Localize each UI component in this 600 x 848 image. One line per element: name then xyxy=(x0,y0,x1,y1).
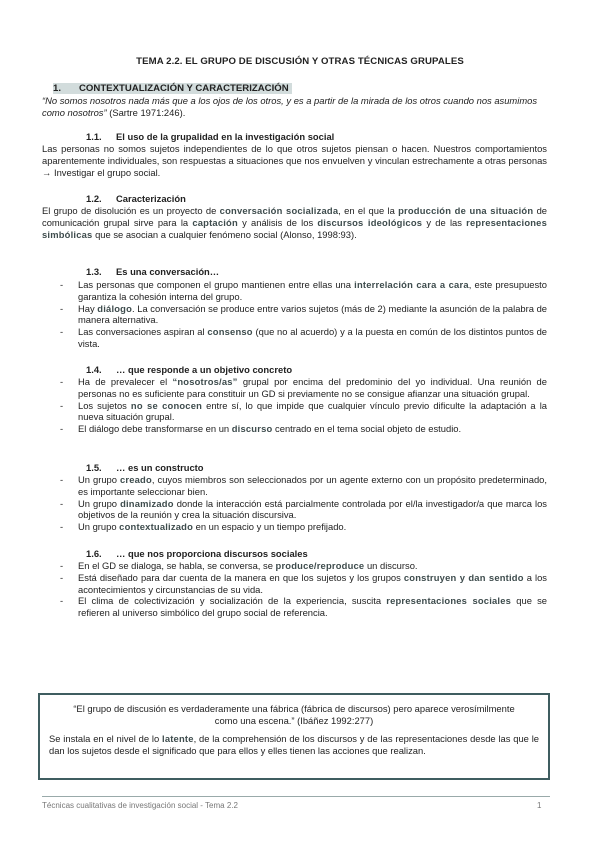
subheading-label: … que responde a un objetivo concreto xyxy=(116,364,293,375)
text-run: Un grupo xyxy=(78,474,120,485)
bold-term: representaciones simbólicas xyxy=(42,217,547,241)
box-paragraph xyxy=(49,733,539,757)
text-run: centrado en el tema social objeto de estudio. xyxy=(272,423,462,435)
bold-term: representaciones sociales xyxy=(386,595,512,607)
dash-bullet: - xyxy=(60,302,64,314)
list-item xyxy=(40,560,547,572)
text-run: grupal por encima del predominio del yo individual. Una reunión de personas no es suficiente para constituir un GD si previamente no se consigue afianzar una situación grupal. xyxy=(78,376,547,399)
subheading-number: 1.6. xyxy=(86,548,102,559)
section-heading-1 xyxy=(53,83,292,94)
bold-term: captación xyxy=(192,217,238,229)
bold-term: discurso xyxy=(231,423,273,435)
subheading-1-2 xyxy=(86,193,186,204)
list-item xyxy=(40,521,547,533)
page-number: 1 xyxy=(537,801,542,810)
box-quote: “El grupo de discusión es verdaderamente una fábrica (fábrica de discursos) pero aparece verosímilmente como una escena.” (Ibáñez 1992:277) xyxy=(73,703,515,726)
text-run: , cuyos miembros son seleccionados por un agente externo con un propósito predeterminado, es importante seleccionar bien. xyxy=(78,474,547,497)
subheading-label: … es un constructo xyxy=(116,462,204,473)
text-run: , de la comprehensión de los discursos y de las representaciones desde las que le dan los sujetos desde el significado que para ellos y elles tienen las acciones que realizan. xyxy=(49,733,539,756)
dash-bullet: - xyxy=(60,326,64,338)
dash-bullet: - xyxy=(60,560,64,571)
text-run: El diálogo debe transformarse en un xyxy=(78,423,232,435)
text-run: , en el que la xyxy=(338,205,399,216)
text-run: , este presupuesto garantiza la cohesión interna del grupo. xyxy=(78,279,547,302)
list-item xyxy=(40,279,547,303)
text-run: Hay xyxy=(78,302,98,314)
dash-bullet: - xyxy=(60,521,64,533)
bold-term: latente xyxy=(162,733,194,744)
dash-bullet: - xyxy=(60,497,64,509)
bold-term: conversación socializada xyxy=(219,205,339,216)
paragraph-1-2 xyxy=(42,205,547,242)
text-run: En el GD se dialoga, se habla, se conversa, se xyxy=(78,560,276,571)
bold-term: construyen y dan sentido xyxy=(403,571,524,583)
text-run: Ha de prevalecer el xyxy=(78,376,173,387)
list-1-4 xyxy=(40,376,547,435)
bold-term: no se conocen xyxy=(130,399,203,411)
text-run: un discurso. xyxy=(364,560,418,571)
subheading-label: Es una conversación… xyxy=(116,266,220,277)
subheading-number: 1.2. xyxy=(86,193,102,204)
subheading-1-5 xyxy=(86,462,204,473)
subheading-1-1 xyxy=(86,131,334,142)
paragraph-1-1: Las personas no somos sujetos independientes de lo que otros sujetos piensan o hacen. Nuestros comportamientos aparentemente individuales, son respuestas a situaciones que nos envuelven y vinculan estrechamente a otras personas → Investigar el grupo social. xyxy=(42,143,547,179)
subheading-number: 1.1. xyxy=(86,131,102,142)
subheading-1-4 xyxy=(86,364,292,375)
list-item xyxy=(40,423,547,435)
text-run: Las personas que componen el grupo mantienen entre ellas una xyxy=(78,279,355,290)
text-run: El grupo de disolución es un proyecto de xyxy=(42,205,220,216)
dash-bullet: - xyxy=(60,474,64,485)
text-run: y de las xyxy=(422,217,467,229)
quote-box xyxy=(38,693,550,780)
text-run: entre sí, lo que impide que cualquier vínculo previo dificulte la adaptación a la nueva situación grupal. xyxy=(78,399,547,423)
subheading-1-3 xyxy=(86,266,219,277)
bold-term: discursos ideológicos xyxy=(317,217,423,229)
list-item xyxy=(40,498,547,522)
dash-bullet: - xyxy=(60,399,64,411)
bold-term: creado xyxy=(119,474,152,485)
subheading-1-6 xyxy=(86,548,308,559)
text-run: (que no al acuerdo) y a la puesta en común de los distintos puntos de vista. xyxy=(78,326,548,349)
text-run: Está diseñado para dar cuenta de la manera en que los sujetos y los grupos xyxy=(78,571,404,583)
text-run: . La conversación se produce entre varios sujetos (más de 2) mediante la asunción de la palabra de manera alternativa. xyxy=(78,302,548,326)
footer-divider xyxy=(42,796,550,797)
bold-term: producción de una situación xyxy=(398,205,534,216)
list-item xyxy=(40,303,547,327)
text-run: Un grupo xyxy=(78,497,121,509)
text-run: en un espacio y un tiempo prefijado. xyxy=(193,521,347,533)
text-run: donde la interacción está parcialmente controlada por el/la investigador/a que marca los objetivos de la reunión y crea la situación discursiva. xyxy=(78,497,547,521)
list-item xyxy=(40,572,547,596)
text-run: Las conversaciones aspiran al xyxy=(78,326,208,338)
intro-quote-text: “No somos nosotros nada más que a los ojos de los otros, y es a partir de la mirada de los otros cuando nos asumimos como nosotros” xyxy=(42,95,538,119)
bold-term: diálogo xyxy=(97,302,133,314)
list-item xyxy=(40,595,547,619)
dash-bullet: - xyxy=(60,595,64,607)
list-item xyxy=(40,400,547,424)
intro-quote-cite: (Sartre 1971:246). xyxy=(106,107,186,119)
dash-bullet: - xyxy=(60,279,64,290)
text-run: El clima de colectivización y socialización de la experiencia, suscita xyxy=(78,595,387,607)
subheading-number: 1.4. xyxy=(86,364,102,375)
list-item xyxy=(40,474,547,498)
document-title: TEMA 2.2. EL GRUPO DE DISCUSIÓN Y OTRAS TÉCNICAS GRUPALES xyxy=(136,56,464,67)
text-run: Se instala en el nivel de lo xyxy=(49,733,163,744)
text-run: a los acontecimientos y circunstancias de su vida. xyxy=(78,571,547,595)
subheading-label: El uso de la grupalidad en la investigación social xyxy=(116,131,335,142)
subheading-number: 1.3. xyxy=(86,266,102,277)
text-run: Los sujetos xyxy=(78,399,131,411)
bold-term: produce/reproduce xyxy=(275,560,365,571)
text-run: Un grupo xyxy=(78,521,120,533)
list-item xyxy=(40,376,547,400)
subheading-label: … que nos proporciona discursos sociales xyxy=(116,548,308,559)
bold-term: interrelación cara a cara xyxy=(354,279,469,290)
subheading-number: 1.5. xyxy=(86,462,102,473)
text-run: y análisis de los xyxy=(237,217,318,229)
text-run: que se refieren al universo simbólico del grupo social de referencia. xyxy=(78,595,547,619)
list-1-3 xyxy=(40,279,547,350)
dash-bullet: - xyxy=(60,571,64,583)
section-number: 1. xyxy=(53,83,62,94)
bold-term: “nosotros/as” xyxy=(172,376,238,387)
dash-bullet: - xyxy=(60,376,64,387)
bold-term: contextualizado xyxy=(119,521,194,533)
list-item xyxy=(40,326,547,350)
list-1-6 xyxy=(40,560,547,619)
text-run: de comunicación grupal sirve para la xyxy=(42,205,548,229)
intro-quote xyxy=(42,95,547,119)
text-run: que se asocian a cualquier fenómeno social (Alonso, 1998:93). xyxy=(92,229,357,241)
bold-term: consenso xyxy=(207,326,253,338)
section-label: CONTEXTUALIZACIÓN Y CARACTERIZACIÓN xyxy=(79,83,289,94)
list-1-5 xyxy=(40,474,547,533)
dash-bullet: - xyxy=(60,423,64,435)
bold-term: dinamizado xyxy=(120,497,174,509)
footer-text: Técnicas cualitativas de investigación social - Tema 2.2 xyxy=(42,801,238,810)
subheading-label: Caracterización xyxy=(116,193,186,204)
